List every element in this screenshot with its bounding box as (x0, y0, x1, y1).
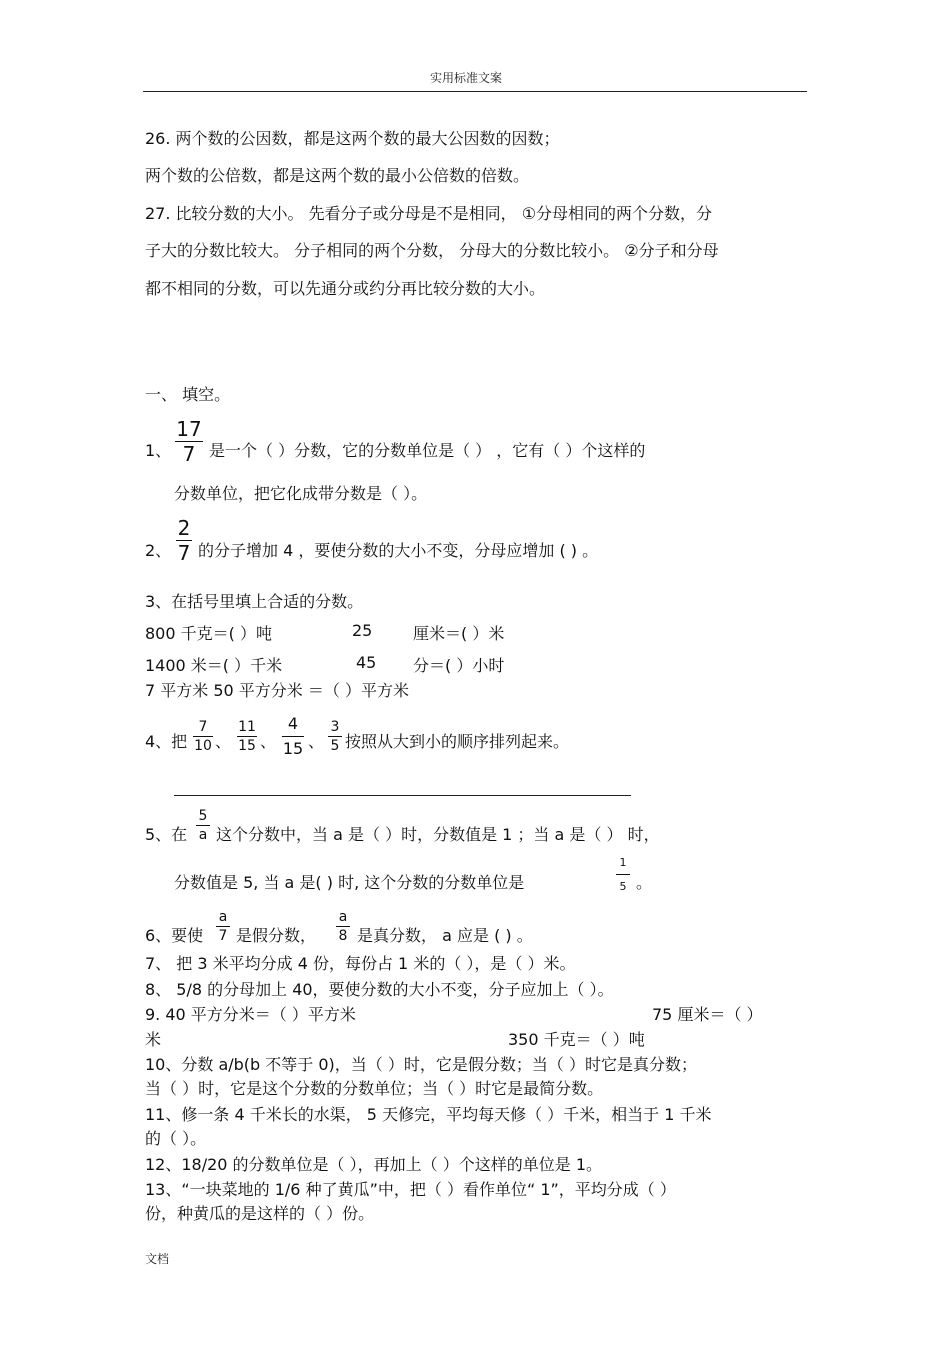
q5-line2: 分数值是 5, 当 a 是( ) 时, 这个分数的分数单位是 (174, 873, 525, 892)
q9-part-b: 75 厘米＝（ ） (652, 1005, 763, 1024)
q9-part-c: 米 (145, 1030, 162, 1049)
note-27-line1: 27. 比较分数的大小。 先看分子或分母是不是相同， ①分母相同的两个分数，分 (145, 204, 713, 223)
q8-text: 8、 5/8 的分母加上 40，要使分数的大小不变，分子应加上（ ）。 (145, 980, 614, 999)
note-27-line2: 子大的分数比较大。 分子相同的两个分数， 分母大的分数比较小。 ②分子和分母 (145, 241, 719, 260)
q3-row1-b: 25 (352, 621, 373, 640)
q4-fraction-2-numerator: 11 (238, 719, 256, 735)
q6-prefix: 6、要使 (145, 926, 204, 945)
q4-fraction-3-denominator: 15 (282, 739, 304, 758)
q2-text: 的分子增加 4 ，要使分数的大小不变，分母应增加 ( ) 。 (198, 541, 599, 560)
fraction-bar (336, 926, 350, 927)
q4-separator: 、 (215, 732, 232, 751)
q6-fraction-2-denominator: 8 (338, 928, 348, 944)
fraction-bar (216, 926, 230, 927)
q5-fraction-numerator: 5 (198, 808, 208, 824)
q3-row2-c: 分＝( ）小时 (413, 656, 505, 675)
q4-fraction-3-numerator: 4 (287, 714, 299, 733)
fraction-bar (196, 825, 210, 826)
q4-fraction-1-denominator: 10 (194, 738, 212, 754)
q4-fraction-4-denominator: 5 (330, 738, 340, 754)
q4-fraction-3 (282, 716, 304, 757)
q6-suffix: 是真分数， a 应是 ( ) 。 (357, 926, 533, 945)
q2-fraction-numerator: 2 (177, 516, 191, 540)
fraction-bar (193, 736, 213, 737)
q5-unit-fraction (616, 857, 630, 892)
q4-fraction-2-denominator: 15 (238, 738, 256, 754)
note-26-line2: 两个数的公倍数，都是这两个数的最小公倍数的倍数。 (145, 166, 530, 185)
q6-fraction-1-numerator: a (218, 909, 228, 925)
q5-fraction (196, 809, 210, 842)
q11-line2: 的（ ）。 (145, 1129, 207, 1148)
q3-row2-b: 45 (356, 653, 377, 672)
fraction-bar (328, 736, 342, 737)
q11-line1: 11、修一条 4 千米长的水渠， 5 天修完，平均每天修（ ）千米，相当于 1 千米 (145, 1105, 712, 1124)
q2-fraction-denominator: 7 (177, 541, 191, 565)
q1-fraction (175, 419, 203, 464)
q5-unit-fraction-numerator: 1 (619, 856, 627, 869)
q9-part-d: 350 千克＝（ ）吨 (508, 1030, 645, 1049)
q12-text: 12、18/20 的分数单位是（ ），再加上（ ）个这样的单位是 1。 (145, 1155, 602, 1174)
q9-part-a: 9. 40 平方分米＝（ ）平方米 (145, 1005, 356, 1024)
q4-fraction-1 (193, 720, 213, 753)
q2-fraction (176, 518, 192, 563)
q4-fraction-1-numerator: 7 (198, 719, 208, 735)
q6-fraction-1 (216, 910, 230, 943)
note-27-line3: 都不相同的分数，可以先通分或约分再比较分数的大小。 (145, 279, 546, 298)
q1-number: 1、 (145, 441, 172, 460)
header-rule (143, 91, 807, 92)
q10-line1: 10、分数 a/b(b 不等于 0)，当（ ）时，它是假分数；当（ ）时它是真分数； (145, 1055, 697, 1074)
q5-fraction-denominator: a (198, 827, 208, 843)
q4-prefix: 4、把 (145, 732, 188, 751)
q7-text: 7、 把 3 米平均分成 4 份，每份占 1 米的（ ），是（ ）米。 (145, 954, 576, 973)
q4-fraction-4 (328, 720, 342, 753)
q1-line2: 分数单位，把它化成带分数是（ ）。 (174, 484, 428, 503)
q13-line1: 13、“一块菜地的 1/6 种了黄瓜”中，把（ ）看作单位“ 1”，平均分成（ ） (145, 1180, 676, 1199)
q2-number: 2、 (145, 541, 172, 560)
page-header: 实用标准文案 (430, 71, 503, 85)
q5-prefix: 5、在 (145, 825, 188, 844)
fraction-bar (237, 736, 257, 737)
q3-row3: 7 平方米 50 平方分米 ＝（ ）平方米 (145, 681, 409, 700)
q3-title: 3、在括号里填上合适的分数。 (145, 592, 364, 611)
q3-row1-c: 厘米＝( ）米 (413, 624, 505, 643)
q6-fraction-2-numerator: a (338, 909, 348, 925)
note-26-line1: 26. 两个数的公因数，都是这两个数的最大公因数的因数； (145, 129, 560, 148)
q5-end: 。 (636, 873, 653, 892)
q4-fraction-4-numerator: 3 (330, 719, 340, 735)
q4-suffix: 按照从大到小的顺序排列起来。 (345, 732, 570, 751)
q4-separator: 、 (308, 732, 325, 751)
q1-text: 是一个（ ）分数，它的分数单位是（ ） ，它有（ ）个这样的 (209, 441, 646, 460)
q3-row1-a: 800 千克＝( ）吨 (145, 624, 272, 643)
q10-line2: 当（ ）时，它是这个分数的分数单位；当（ ）时它是最简分数。 (145, 1079, 604, 1098)
q5-unit-fraction-denominator: 5 (619, 880, 627, 893)
q1-fraction-denominator: 7 (182, 442, 196, 466)
q4-fraction-2 (237, 720, 257, 753)
fraction-bar (282, 736, 304, 737)
q6-fraction-2 (336, 910, 350, 943)
q13-line2: 份，种黄瓜的是这样的（ ）份。 (145, 1204, 375, 1223)
page-footer: 文档 (145, 1252, 170, 1266)
fraction-bar (616, 874, 630, 875)
q6-middle: 是假分数， (236, 926, 317, 945)
q6-fraction-1-denominator: 7 (218, 928, 228, 944)
section-title: 一、 填空。 (145, 385, 231, 404)
q5-text: 这个分数中，当 a 是（ ）时，分数值是 1 ；当 a 是（ ） 时， (216, 825, 660, 844)
q3-row2-a: 1400 米＝( ）千米 (145, 656, 283, 675)
q4-separator: 、 (260, 732, 277, 751)
q1-fraction-numerator: 17 (176, 417, 202, 441)
q4-answer-line (174, 795, 631, 796)
